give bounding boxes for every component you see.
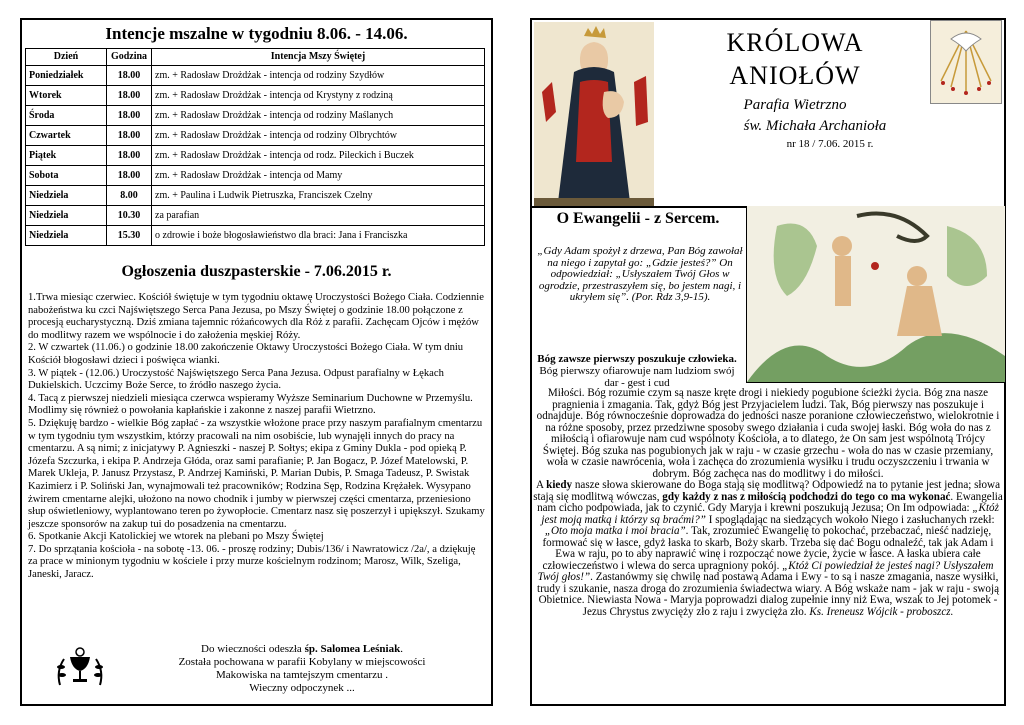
row-intent: zm. + Radosław Drożdżak - intencja od rodziny Maślanych <box>152 106 485 126</box>
author-signature: Ks. Ireneusz Wójcik - proboszcz. <box>809 605 954 618</box>
scripture-quote: „Gdy Adam spożył z drzewa, Pan Bóg zawołał na niego i zapytał go: „Gdzie jesteś?” On odpowiedział: „Usłyszałem Twój Głos w ogrodzie, przestraszyłem się, bo jestem nagi, i ukryłem się”. (Por. Rdz 3,9-15). <box>537 245 743 303</box>
row-hour: 18.00 <box>107 166 152 186</box>
header-day: Dzień <box>26 49 107 66</box>
row-hour: 18.00 <box>107 146 152 166</box>
table-row <box>26 226 485 246</box>
table-row <box>26 146 485 166</box>
row-hour: 18.00 <box>107 126 152 146</box>
row-intent: zm. + Radosław Drożdżak - intencja od rodziny Szydłów <box>152 66 485 86</box>
header-hour: Godzina <box>107 49 152 66</box>
row-intent: zm. + Radosław Drożdżak - intencja od Krystyny z rodziną <box>152 86 485 106</box>
funeral-line1-end: . <box>400 643 403 655</box>
quote-italic: „Któż Ci powiedział że jesteś nagi? Usłyszałem Twój głos!” <box>537 559 994 583</box>
row-hour: 18.00 <box>107 66 152 86</box>
row-intent: za parafian <box>152 206 485 226</box>
gospel-intro-bold: Bóg zawsze pierwszy poszukuje człowieka. <box>537 353 737 365</box>
row-intent: zm. + Radosław Drożdżak - intencja od Mamy <box>152 166 485 186</box>
chalice-wreath-icon <box>52 645 108 691</box>
table-header-row <box>26 49 485 66</box>
newsletter-title-line2: ANIOŁÓW <box>729 61 861 90</box>
row-day: Wtorek <box>26 86 107 106</box>
right-panel <box>530 18 1006 706</box>
row-day: Poniedziałek <box>26 66 107 86</box>
table-row <box>26 186 485 206</box>
row-day: Niedziela <box>26 206 107 226</box>
text-span: I spoglądając na siedzących wokoło Niego i zasłuchanych rzekł: <box>705 513 995 526</box>
announcement-item: 1.Trwa miesiąc czerwiec. Kościół świętuje w tym tygodniu oktawę Uroczystości Bożego Ciała. Codziennie nabożeństwa ku czci Najświętszego Serca Pana Jezusa, po Mszy Świętej o godzinie 18.00 połączone z procesją eucharystyczną. Dziś zmiana tajemnic różańcowych dla Róż z parafii. Zachęcam Ojców i mężów do modlitwy razem we wspólnocie i do założenia męskiej Róży. <box>28 292 484 341</box>
reflection-body: Miłości. Bóg rozumie czym są nasze kręte drogi i niekiedy pogubione ścieżki życia. Bóg zna nasze pragnienia i zmagania. Tak, gdyż Bóg jest Przyjacielem ludzi. Tak, Bóg pierwszy nas poszukuje i odnajduje. Bóg równocześnie doprowadza do jedności nasze poranione człowieczeństwo, wielokrotnie i na różne sposoby, przez przedziwne sposoby swego działania i cuda swojej łaski. Bóg woła do nas z miłością i ofiarowuje nam cud wspólnoty Kościoła, a to dlatego, że On sam jest wspólnotą Trójcy Świętej. Bóg szuka nas pogubionych jak w raju - w czasie grzechu - woła do nas w czasie przemiany, woła w czasie nawrócenia, woła i zachęca do zrozumienia wysiłku i trudu oczyszczeniu i trwania w dobrym. Bóg zachęca nas do modlitwy i do miłości. <box>536 387 1000 480</box>
text-span: . Tak, zrozumieć Ewangelię to pokochać, przebaczać, nieść nadzieję, formować się w łasce, gdyż łaska to skarb, Boży skarb. Trzeba się dać Bogu odnaleźć, tak jak Adam i Ewa w raju, po to aby naprawić winę i rozpocząć nowe życie, życie w łasce. A łaska ubiera całe człowieczeństwo i wlewa do serca upragniony pokój. <box>542 525 994 572</box>
row-intent: zm. + Radosław Drożdżak - intencja od rodziny Olbrychtów <box>152 126 485 146</box>
announcement-item: 7. Do sprzątania kościoła - na sobotę -13. 06. - proszę rodziny; Dubis/136/ i Nawratowicz /2a/, a dziękuję za prace w minionym tygodniu w kościele i przy murze kościelnym rodzinom; Marosz, Wilk, Szeliga, Janeski, Jaracz. <box>28 543 476 581</box>
gospel-title: O Ewangelii - z Sercem. <box>556 210 720 227</box>
table-row <box>26 66 485 86</box>
funeral-line3: Makowiska na tamtejszym cmentarzu . <box>216 669 388 681</box>
issue-number: nr 18 / 7.06. 2015 r. <box>786 138 874 150</box>
row-day: Piątek <box>26 146 107 166</box>
funeral-line2: Została pochowana w parafii Kobylany w miejscowości <box>178 656 426 668</box>
row-day: Sobota <box>26 166 107 186</box>
quote-italic: „Oto moja matka i moi bracia” <box>544 525 686 537</box>
funeral-notice <box>22 641 491 703</box>
header-intent: Intencja Mszy Świętej <box>152 49 485 66</box>
text-span: . Zastanówmy się chwilę nad postawą Adama i Ewy - to są i nasze zmagania, nasze wysiłki, trudy i szukanie, nasza droga do zrozumienia świadectwa wiary. A Bóg wskaże nam - jak w raju - swoją Obietnice. Niewiasta Nowa - Maryja poprowadzi dialog zupełnie inny niż Ewa, wszak to Jej potomek - Jezus Chrystus zwycięży zło z raju i zwycięża zło. <box>537 571 999 618</box>
text-span: nasze słowa skierowane do Boga stają się modlitwą? Odpowiedź na to pytanie jest jedna; słowa stają się modlitwą wówczas, <box>533 479 1000 503</box>
mass-intentions-title: Intencje mszalne w tygodniu 8.06. - 14.06. <box>105 24 408 43</box>
quote-italic: „Któż jest moją matką i którzy są braćmi?” <box>541 502 999 526</box>
row-hour: 18.00 <box>107 86 152 106</box>
announcement-item: 2. W czwartek (11.06.) o godzinie 18.00 zakończenie Oktawy Uroczystości Bożego Ciała. W tym dniu Kościół błogosławi dzieci i poświęca wianki. <box>28 342 464 366</box>
gospel-intro <box>532 354 742 389</box>
row-hour: 8.00 <box>107 186 152 206</box>
row-hour: 15.30 <box>107 226 152 246</box>
masthead <box>656 20 934 152</box>
text-span: A <box>535 479 547 491</box>
text-span: . Ewangelia nam cicho podpowiada, jak to czynić. Gdy Maryja i krewni poszukują Jezusa; On Im odpowiada: <box>537 490 1003 514</box>
row-hour: 18.00 <box>107 106 152 126</box>
left-panel <box>20 18 493 706</box>
announcement-item: 3. W piątek - (12.06.) Uroczystość Najświętszego Serca Pana Jezusa. Odpust parafialny w Łękach Dukielskich. Uczcimy Boże Serce, to źródło naszego życia. <box>28 367 444 392</box>
row-hour: 10.30 <box>107 206 152 226</box>
table-row <box>26 126 485 146</box>
row-day: Środa <box>26 106 107 126</box>
adam-and-eve-illustration <box>746 206 1005 383</box>
mass-intentions-table <box>25 48 485 246</box>
row-intent: zm. + Paulina i Ludwik Pietruszka, Franciszek Czelny <box>152 186 485 206</box>
funeral-line4: Wieczny odpoczynek ... <box>249 682 355 694</box>
newsletter-title-line1: KRÓLOWA <box>726 28 864 57</box>
row-intent: zm. + Radosław Drożdżak - intencja od rodz. Pileckich i Buczek <box>152 146 485 166</box>
deceased-name: śp. Salomea Leśniak <box>304 643 401 655</box>
funeral-text <box>132 643 472 695</box>
row-day: Niedziela <box>26 186 107 206</box>
text-bold: kiedy <box>546 479 573 491</box>
announcements-list <box>28 292 486 582</box>
gospel-reflection <box>532 388 1004 618</box>
parish-name: Parafia Wietrzno <box>743 97 847 113</box>
announcement-item: 6. Spotkanie Akcji Katolickiej we wtorek na plebani po Mszy Świętej <box>28 531 324 543</box>
table-row <box>26 166 485 186</box>
announcements-title: Ogłoszenia duszpasterskie - 7.06.2015 r. <box>121 263 392 280</box>
announcement-item: 4. Tacą z pierwszej niedzieli miesiąca czerwca wspieramy Wyższe Seminarium Duchowne w Przemyślu. Modlimy się również o powołania kapłańskie i zakonne z naszej parafii Wietrzno. <box>28 392 473 417</box>
gospel-intro-rest: Bóg pierwszy ofiarowuje nam ludziom swój dar - gest i cud <box>539 364 735 389</box>
text-bold: gdy każdy z nas z miłością podchodzi do tego co ma wykonać <box>662 490 951 503</box>
madonna-icon <box>534 22 654 208</box>
funeral-line1: Do wieczności odeszła <box>201 643 305 655</box>
announcement-item: 5. Dziękuję bardzo - wielkie Bóg zapłać - za wszystkie włożone prace przy naszym parafialnym cmentarzu w tym tygodniu tym wszystkim, którzy pracowali na nim osobiście, lub wynajęli innych do pracy na cmentarzu. A są nimi; z inicjatywy P. Agnieszki - naszej P. Sołtys; ekipa z Gminy Dukla - pod opieką P. Józefa Szczurka, i ekipa P. Andrzeja Głóda, oraz sami parafianie; P. Jan Bogacz, P. Józef Matelowski, P. Marek Ukleja, P. Janusz Przystasz, P. Andrzej Kamiński, P. Marian Dubis, P. Smaga Tadeusz, P. Swistak Kazimierz i P. Soliński Jan, wynajmowali też pracowników; Rodzina Sęp, Rodzina Krężałek. Wysypano żwirem cmentarne alejki, ułożono na nowo chodnik i jumby w pierwszej części cmentarza, przeniesiono słup oświetleniowy, wyplantowano teren po żywopłocie. Cmentarz nasz się poszerzył i upiększył. Szukamy jeszcze sponsorów na zakup tui do posadzenia na cmentarzu. <box>28 417 485 530</box>
row-day: Czwartek <box>26 126 107 146</box>
table-row <box>26 86 485 106</box>
reflection-kiedy <box>532 480 1004 618</box>
holy-spirit-dove-icon <box>930 20 1002 104</box>
table-row <box>26 106 485 126</box>
row-intent: o zdrowie i boże błogosławieństwo dla braci: Jana i Franciszka <box>152 226 485 246</box>
parish-patron: św. Michała Archanioła <box>743 118 887 134</box>
row-day: Niedziela <box>26 226 107 246</box>
table-row <box>26 206 485 226</box>
